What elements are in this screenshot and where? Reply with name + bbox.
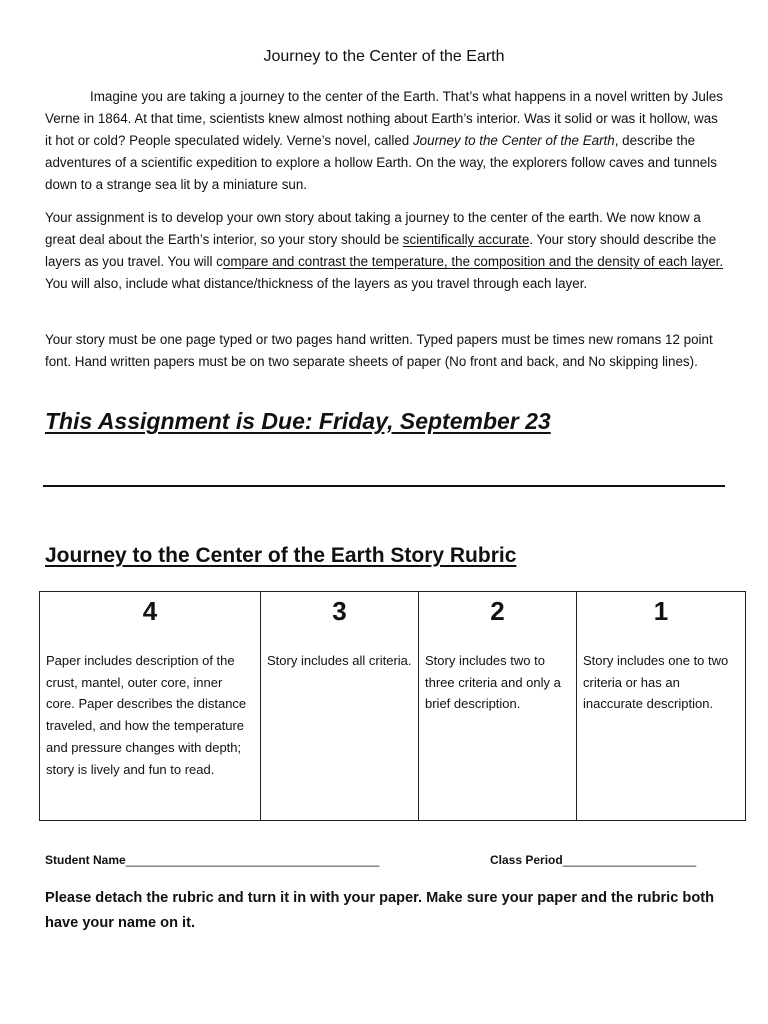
rubric-score: 3	[332, 596, 347, 626]
assignment-text-2: . Your story should describe the layers as you travel. You will c	[45, 232, 717, 269]
rubric-description: Story includes one to two criteria or has an inaccurate description.	[583, 653, 729, 712]
assignment-emphasis-compare: ompare and contrast the temperature, the composition and the density of each layer.	[222, 254, 724, 269]
novel-title: Journey to the Center of the Earth	[412, 133, 615, 148]
intro-text-end: , describe the adventures of a scientific expedition to explore a hollow Earth. On the way, the explorers follow caves and tunnels down to a strange sea lit by a miniature sun.	[45, 133, 717, 192]
rubric-cell-2	[419, 592, 577, 821]
detach-instructions: Please detach the rubric and turn it in with your paper. Make sure your paper and the rubric both have your name on it.	[45, 890, 715, 931]
assignment-paragraph	[45, 207, 725, 295]
rubric-cell-1	[577, 592, 746, 821]
page-title: Journey to the Center of the Earth	[263, 48, 505, 65]
rubric-cell-3	[261, 592, 419, 821]
student-name-field[interactable]	[45, 853, 379, 867]
rubric-score: 4	[142, 596, 158, 626]
rubric-cell-4	[40, 592, 261, 821]
detach-divider	[43, 485, 725, 487]
intro-text-start: Imagine you are taking a journey to the center of the Earth. That’s what happens in a novel written by Jules Verne in 1864. At that time, scientists knew almost nothing about Earth’s interior. Was it solid or was it hollow, was it hot or cold? People speculated widely. Verne’s novel, called	[45, 89, 723, 148]
rubric-score: 2	[490, 596, 505, 626]
rubric-row	[40, 592, 746, 821]
assignment-text-1: Your assignment is to develop your own story about taking a journey to the center of the earth. We now know a great deal about the Earth’s interior, so your story should be	[45, 210, 701, 247]
student-name-blank[interactable]: ______________________________________	[125, 853, 380, 867]
class-period-field[interactable]	[490, 853, 696, 867]
class-period-blank[interactable]: ____________________	[562, 853, 697, 867]
class-period-label: Class Period	[490, 853, 563, 867]
format-paragraph: Your story must be one page typed or two pages hand written. Typed papers must be times new romans 12 point font. Hand written papers must be on two separate sheets of paper (No front and back, and No skipping lines).	[45, 332, 713, 369]
assignment-emphasis-accuracy: scientifically accurate	[402, 232, 530, 247]
rubric-description: Story includes two to three criteria and only a brief description.	[425, 653, 561, 712]
rubric-description: Paper includes description of the crust, mantel, outer core, inner core. Paper describes the distance traveled, and how the temperature and pressure changes with depth; story is lively and fun to read.	[46, 653, 247, 777]
assignment-text-3: You will also, include what distance/thickness of the layers as you travel through each layer.	[45, 276, 588, 291]
rubric-description: Story includes all criteria.	[267, 653, 412, 668]
student-name-label: Student Name	[45, 853, 126, 867]
intro-paragraph	[45, 86, 725, 196]
rubric-table	[39, 591, 746, 821]
rubric-title: Journey to the Center of the Earth Story Rubric	[45, 544, 517, 567]
due-date-heading: This Assignment is Due: Friday, September 23	[45, 408, 551, 434]
rubric-score: 1	[653, 596, 669, 626]
